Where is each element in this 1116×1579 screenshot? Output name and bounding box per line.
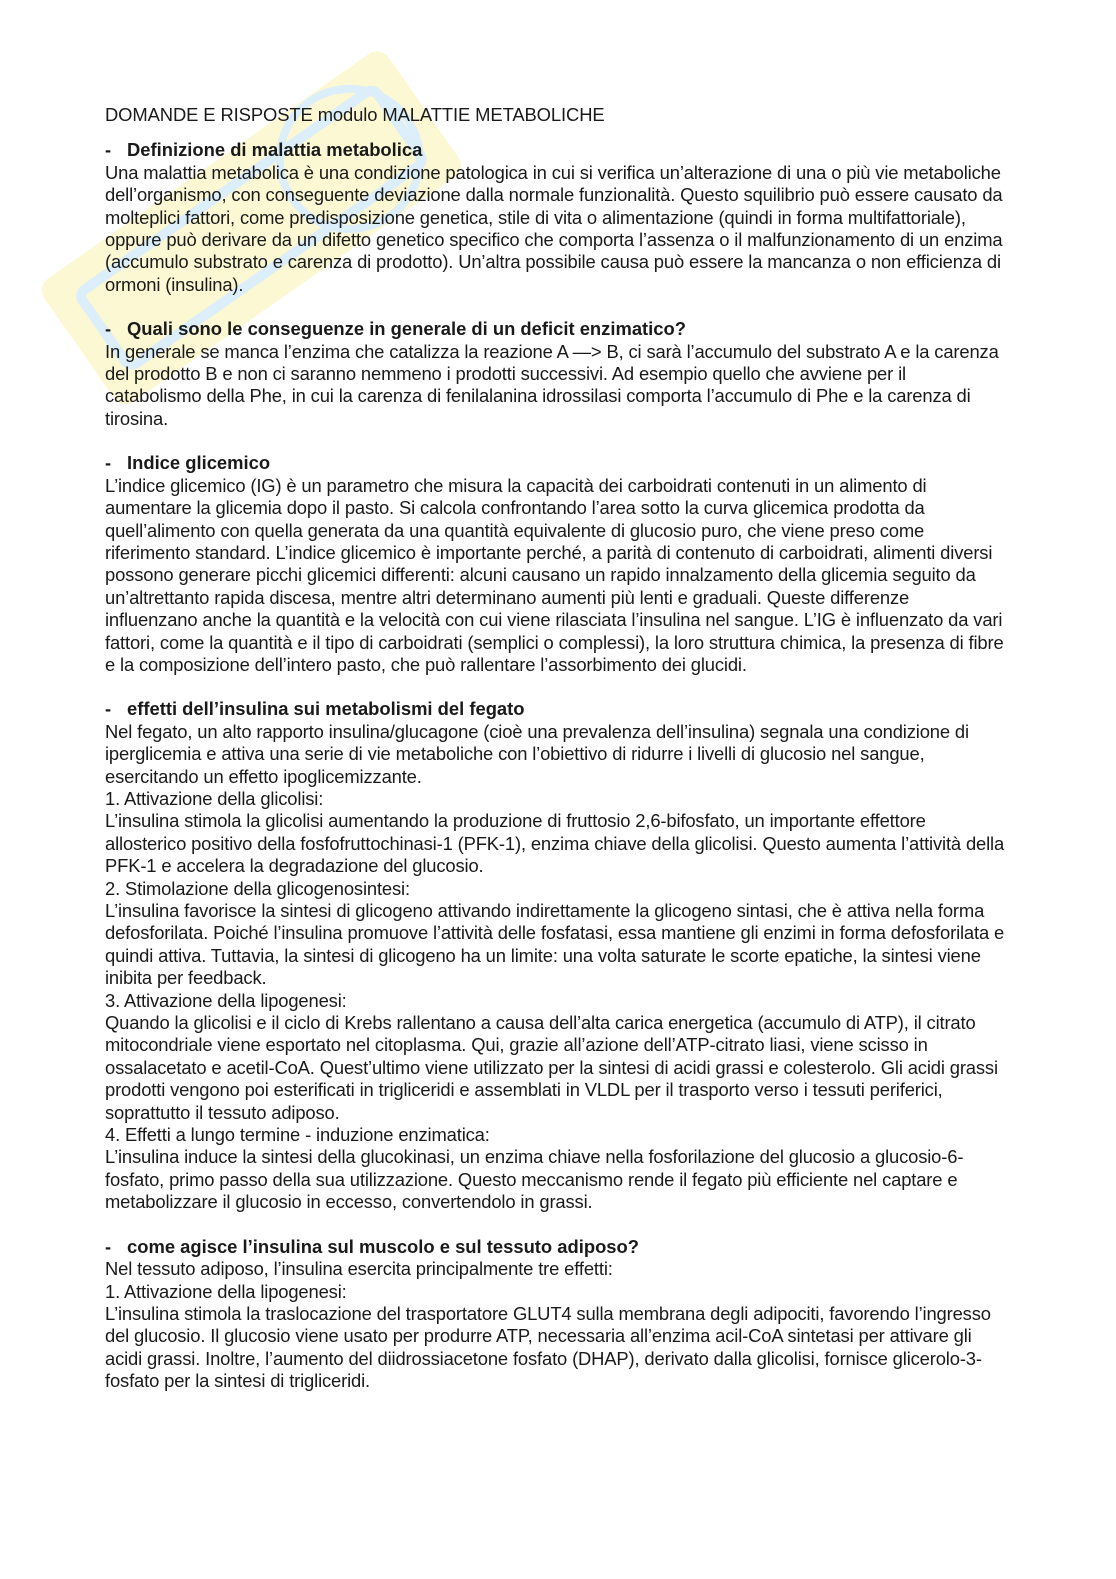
bullet-dash: - xyxy=(105,452,112,474)
numbered-subheading: 3. Attivazione della lipogenesi: xyxy=(105,989,347,1011)
section-heading xyxy=(105,318,1005,340)
paragraph: Una malattia metabolica è una condizione patologica in cui si verifica un’alterazione di una o più vie metaboliche dell’organismo, con conseguente deviazione dalla normale funzionalità. Questo squilibrio può essere causato da molteplici fattori, come predisposizione genetica, stile di vita o alimentazione (quindi in forma multifattoriale), oppure può derivare da un difetto genetico specifico che comporta l’assenza o il malfunzionamento di un enzima (accumulo substrato e carenza di prodotto). Un’altra possibile causa può essere la mancanza o non efficienza di ormoni (insulina). xyxy=(105,161,1003,295)
section-heading xyxy=(105,1236,1005,1258)
section-heading-text: Quali sono le conseguenze in generale di un deficit enzimatico? xyxy=(127,318,686,340)
numbered-subheading: 2. Stimolazione della glicogenosintesi: xyxy=(105,877,410,899)
section-heading-text: effetti dell’insulina sui metabolismi del fegato xyxy=(127,698,525,720)
paragraph: L’insulina favorisce la sintesi di glicogeno attivando indirettamente la glicogeno sintasi, che è attiva nella forma defosforilata. Poiché l’insulina promuove l’attività delle fosfatasi, essa mantiene gli enzimi in forma defosforilata e quindi attiva. Tuttavia, la sintesi di glicogeno ha un limite: una volta saturate le scorte epatiche, la sintesi viene inibita per feedback. xyxy=(105,900,1005,989)
bullet-dash: - xyxy=(105,1235,112,1257)
section-heading-text: come agisce l’insulina sul muscolo e sul tessuto adiposo? xyxy=(127,1235,640,1257)
paragraph: L’insulina stimola la glicolisi aumentando la produzione di fruttosio 2,6-bifosfato, un importante effettore allosterico positivo della fosfofruttochinasi-1 (PFK-1), enzima chiave della glicolisi. Questo aumenta l’attività della PFK-1 e accelera la degradazione del glucosio. xyxy=(105,810,1005,877)
section-insulin-liver xyxy=(105,698,1005,1213)
section-heading xyxy=(105,452,1005,474)
section-heading xyxy=(105,139,1005,161)
section-heading-text: Indice glicemico xyxy=(127,452,271,474)
section-heading-text: Definizione di malattia metabolica xyxy=(127,139,423,161)
paragraph: L’insulina induce la sintesi della glucokinasi, un enzima chiave nella fosforilazione del glucosio a glucosio-6-fosfato, primo passo della sua utilizzazione. Questo meccanismo rende il fegato più efficiente nel captare e metabolizzare il glucosio in eccesso, convertendolo in grassi. xyxy=(105,1146,964,1213)
section-enzyme-deficit xyxy=(105,318,1005,430)
paragraph: Nel tessuto adiposo, l’insulina esercita principalmente tre effetti: xyxy=(105,1258,613,1280)
document-page xyxy=(105,104,1005,1415)
numbered-subheading: 1. Attivazione della glicolisi: xyxy=(105,787,324,809)
bullet-dash: - xyxy=(105,318,112,340)
paragraph: Quando la glicolisi e il ciclo di Krebs rallentano a causa dell’alta carica energetica (accumulo di ATP), il citrato mitocondriale viene esportato nel citoplasma. Qui, grazie all’azione dell’ATP-citrato liasi, viene scisso in ossalacetato e acetil-CoA. Quest’ultimo viene utilizzato per la sintesi di acidi grassi e colesterolo. Gli acidi grassi prodotti vengono poi esterificati in trigliceridi e assemblati in VLDL per il trasporto verso i tessuti periferici, soprattutto il tessuto adiposo. xyxy=(105,1012,998,1123)
bullet-dash: - xyxy=(105,698,112,720)
section-insulin-muscle-adipose xyxy=(105,1236,1005,1393)
paragraph: L’insulina stimola la traslocazione del trasportatore GLUT4 sulla membrana degli adipociti, favorendo l’ingresso del glucosio. Il glucosio viene usato per produrre ATP, necessaria all’enzima acil-CoA sintetasi per attivare gli acidi grassi. Inoltre, l’aumento del diidrossiacetone fosfato (DHAP), derivato dalla glicolisi, fornisce glicerolo-3-fosfato per la sintesi di trigliceridi. xyxy=(105,1302,991,1392)
document-title: DOMANDE E RISPOSTE modulo MALATTIE METABOLICHE xyxy=(105,104,605,125)
paragraph: In generale se manca l’enzima che catalizza la reazione A —> B, ci sarà l’accumulo del substrato A e la carenza del prodotto B e non ci saranno nemmeno i prodotti successivi. Ad esempio quello che avviene per il catabolismo della Phe, in cui la carenza di fenilalanina idrossilasi comporta l’accumulo di Phe e la carenza di tirosina. xyxy=(105,340,999,429)
section-glycemic-index xyxy=(105,452,1005,676)
section-heading xyxy=(105,698,1005,720)
paragraph: L’indice glicemico (IG) è un parametro che misura la capacità dei carboidrati contenuti in un alimento di aumentare la glicemia dopo il pasto. Si calcola confrontando l’area sotto la curva glicemica prodotta da quell’alimento con quella generata da una quantità equivalente di glucosio puro, che viene preso come riferimento standard. L’indice glicemico è importante perché, a parità di contenuto di carboidrati, alimenti diversi possono generare picchi glicemici differenti: alcuni causano un rapido innalzamento della glicemia seguito da un’altrettanto rapida discesa, mentre altri determinano aumenti più lenti e graduali. Queste differenze influenzano anche la quantità e la velocità con cui viene rilasciata l’insulina nel sangue. L’IG è influenzato da vari fattori, come la quantità e il tipo di carboidrati (semplici o complessi), la loro struttura chimica, la presenza di fibre e la composizione dell’intero pasto, che può rallentare l’assorbimento dei glucidi. xyxy=(105,474,1004,675)
numbered-subheading: 4. Effetti a lungo termine - induzione enzimatica: xyxy=(105,1124,490,1146)
paragraph: Nel fegato, un alto rapporto insulina/glucagone (cioè una prevalenza dell’insulina) segnala una condizione di iperglicemia e attiva una serie di vie metaboliche con l’obiettivo di ridurre i livelli di glucosio nel sangue, esercitando un effetto ipoglicemizzante. xyxy=(105,720,969,787)
section-metabolic-disease xyxy=(105,139,1005,296)
numbered-subheading: 1. Attivazione della lipogenesi: xyxy=(105,1280,347,1302)
bullet-dash: - xyxy=(105,139,112,161)
